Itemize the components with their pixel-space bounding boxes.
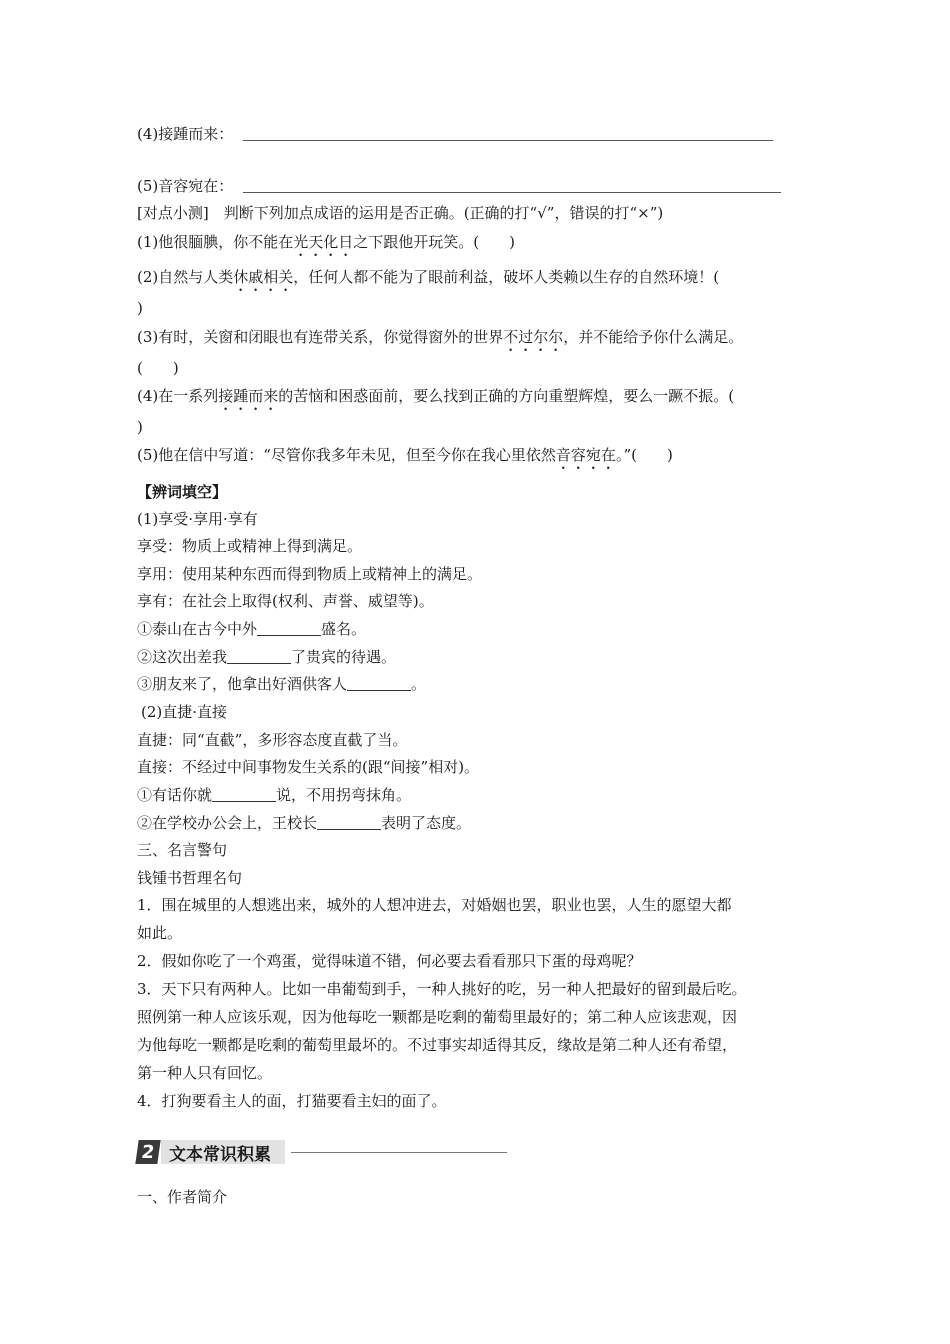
- answer-blank: [212, 787, 276, 802]
- quote-1-line-1: 1．围在城里的人想逃出来，城外的人想冲进去，对婚姻也罢，职业也罢，人生的愿望大都: [137, 896, 732, 914]
- sentence-text: ①有话你就: [137, 786, 213, 804]
- answer-blank: [227, 649, 291, 664]
- author-intro-heading: 一、作者简介: [137, 1188, 228, 1206]
- bianci-group-2-sentence-1: [137, 785, 411, 805]
- quiz-item-4-tail: ): [137, 418, 143, 436]
- quiz-item-3-idiom: 不过尔尔: [503, 328, 564, 346]
- section-2-title: 文本常识积累: [161, 1140, 285, 1164]
- section-2-number: 2: [135, 1140, 160, 1164]
- quote-3-line-4: 第一种人只有回忆。: [137, 1064, 273, 1082]
- sentence-text: ②这次出差我: [137, 648, 228, 666]
- bianci-group-2-sentence-2: [137, 813, 471, 833]
- quiz-item-5-idiom: 音容宛在: [555, 446, 616, 464]
- section-2-header: [137, 1139, 507, 1165]
- quiz-item-4: [137, 386, 734, 414]
- answer-blank: [347, 676, 411, 691]
- bianci-group-1-def-1: 享受：物质上或精神上得到满足。: [137, 537, 363, 555]
- quiz-item-2: [137, 267, 719, 295]
- sentence-text: 了贵宾的待遇。: [291, 648, 397, 666]
- fill-line-4-label: (4)接踵而来：: [137, 125, 234, 143]
- quiz-item-4-post: 的苦恼和困惑面前，要么找到正确的方向重塑辉煌，要么一蹶不振。(: [278, 387, 735, 405]
- quiz-item-4-idiom: 接踵而来: [218, 387, 279, 405]
- bianci-group-1-sentence-3: [137, 674, 426, 694]
- bianci-group-1-def-2: 享用：使用某种东西而得到物质上或精神上的满足。: [137, 565, 483, 583]
- quiz-item-2-pre: (2)自然与人类: [137, 268, 234, 286]
- quiz-item-4-pre: (4)在一系列: [137, 387, 219, 405]
- quiz-item-3-post: ，并不能给予你什么满足。: [563, 328, 744, 346]
- quiz-item-1: [137, 232, 515, 260]
- fill-line-5-underline: [243, 192, 781, 193]
- sentence-text: ③朋友来了，他拿出好酒供客人: [137, 675, 348, 693]
- bianci-title: 【辨词填空】: [137, 483, 228, 501]
- quiz-item-5: [137, 445, 673, 473]
- fill-line-5-label: (5)音容宛在：: [137, 177, 234, 195]
- sentence-text: 表明了态度。: [381, 814, 472, 832]
- quiz-item-5-pre: (5)他在信中写道：“尽管你我多年未见，但至今你在我心里依然: [137, 446, 556, 464]
- quiz-item-2-tail: ): [137, 299, 143, 317]
- section-2-rule: [291, 1152, 507, 1153]
- quote-3-line-2: 照例第一种人应该乐观，因为他每吃一颗都是吃剩的葡萄里最好的；第二种人应该悲观，因: [137, 1008, 738, 1026]
- sentence-text: 。: [411, 675, 427, 693]
- answer-blank: [257, 621, 321, 636]
- sentence-text: ②在学校办公会上，王校长: [137, 814, 318, 832]
- quote-2: 2．假如你吃了一个鸡蛋，觉得味道不错，何必要去看看那只下蛋的母鸡呢？: [137, 952, 642, 970]
- mingyan-subheading: 钱锺书哲理名句: [137, 869, 243, 887]
- quiz-item-3-tail: ( ): [137, 359, 179, 377]
- bianci-group-1-title: (1)享受·享用·享有: [137, 510, 258, 528]
- quiz-item-1-post: 之下跟他开玩笑。( ): [353, 233, 515, 251]
- quiz-item-2-idiom: 休戚相关: [233, 268, 294, 286]
- bianci-group-2-title: (2)直捷·直接: [141, 703, 228, 721]
- sentence-text: ①泰山在古今中外: [137, 620, 258, 638]
- quote-4: 4．打狗要看主人的面，打猫要看主妇的面了。: [137, 1092, 447, 1110]
- quiz-item-1-idiom: 光天化日: [293, 233, 354, 251]
- bianci-group-1-sentence-1: [137, 619, 366, 639]
- quote-3-line-1: 3．天下只有两种人。比如一串葡萄到手，一种人挑好的吃，另一种人把最好的留到最后吃。: [137, 980, 747, 998]
- quote-3-line-3: 为他每吃一颗都是吃剩的葡萄里最坏的。不过事实却适得其反，缘故是第二种人还有希望，: [137, 1036, 738, 1054]
- quiz-item-1-pre: (1)他很腼腆，你不能在: [137, 233, 294, 251]
- quiz-item-3: [137, 327, 743, 355]
- fill-line-4-underline: [243, 140, 773, 141]
- bianci-group-2-def-2: 直接：不经过中间事物发生关系的(跟“间接”相对)。: [137, 758, 480, 776]
- quote-1-line-2: 如此。: [137, 924, 183, 942]
- quiz-intro: [对点小测] 判断下列加点成语的运用是否正确。(正确的打“√”，错误的打“×”): [137, 204, 664, 222]
- answer-blank: [317, 815, 381, 830]
- quiz-item-5-post: 。”( ): [615, 446, 673, 464]
- bianci-group-1-def-3: 享有：在社会上取得(权利、声誉、威望等)。: [137, 592, 434, 610]
- sentence-text: 盛名。: [321, 620, 367, 638]
- quiz-item-2-post: ，任何人都不能为了眼前利益，破坏人类赖以生存的自然环境！(: [293, 268, 720, 286]
- quiz-item-3-pre: (3)有时，关窗和闭眼也有连带关系，你觉得窗外的世界: [137, 328, 504, 346]
- mingyan-heading: 三、名言警句: [137, 841, 228, 859]
- bianci-group-2-def-1: 直捷：同“直截”，多形容态度直截了当。: [137, 731, 408, 749]
- sentence-text: 说，不用拐弯抹角。: [276, 786, 412, 804]
- bianci-group-1-sentence-2: [137, 647, 396, 667]
